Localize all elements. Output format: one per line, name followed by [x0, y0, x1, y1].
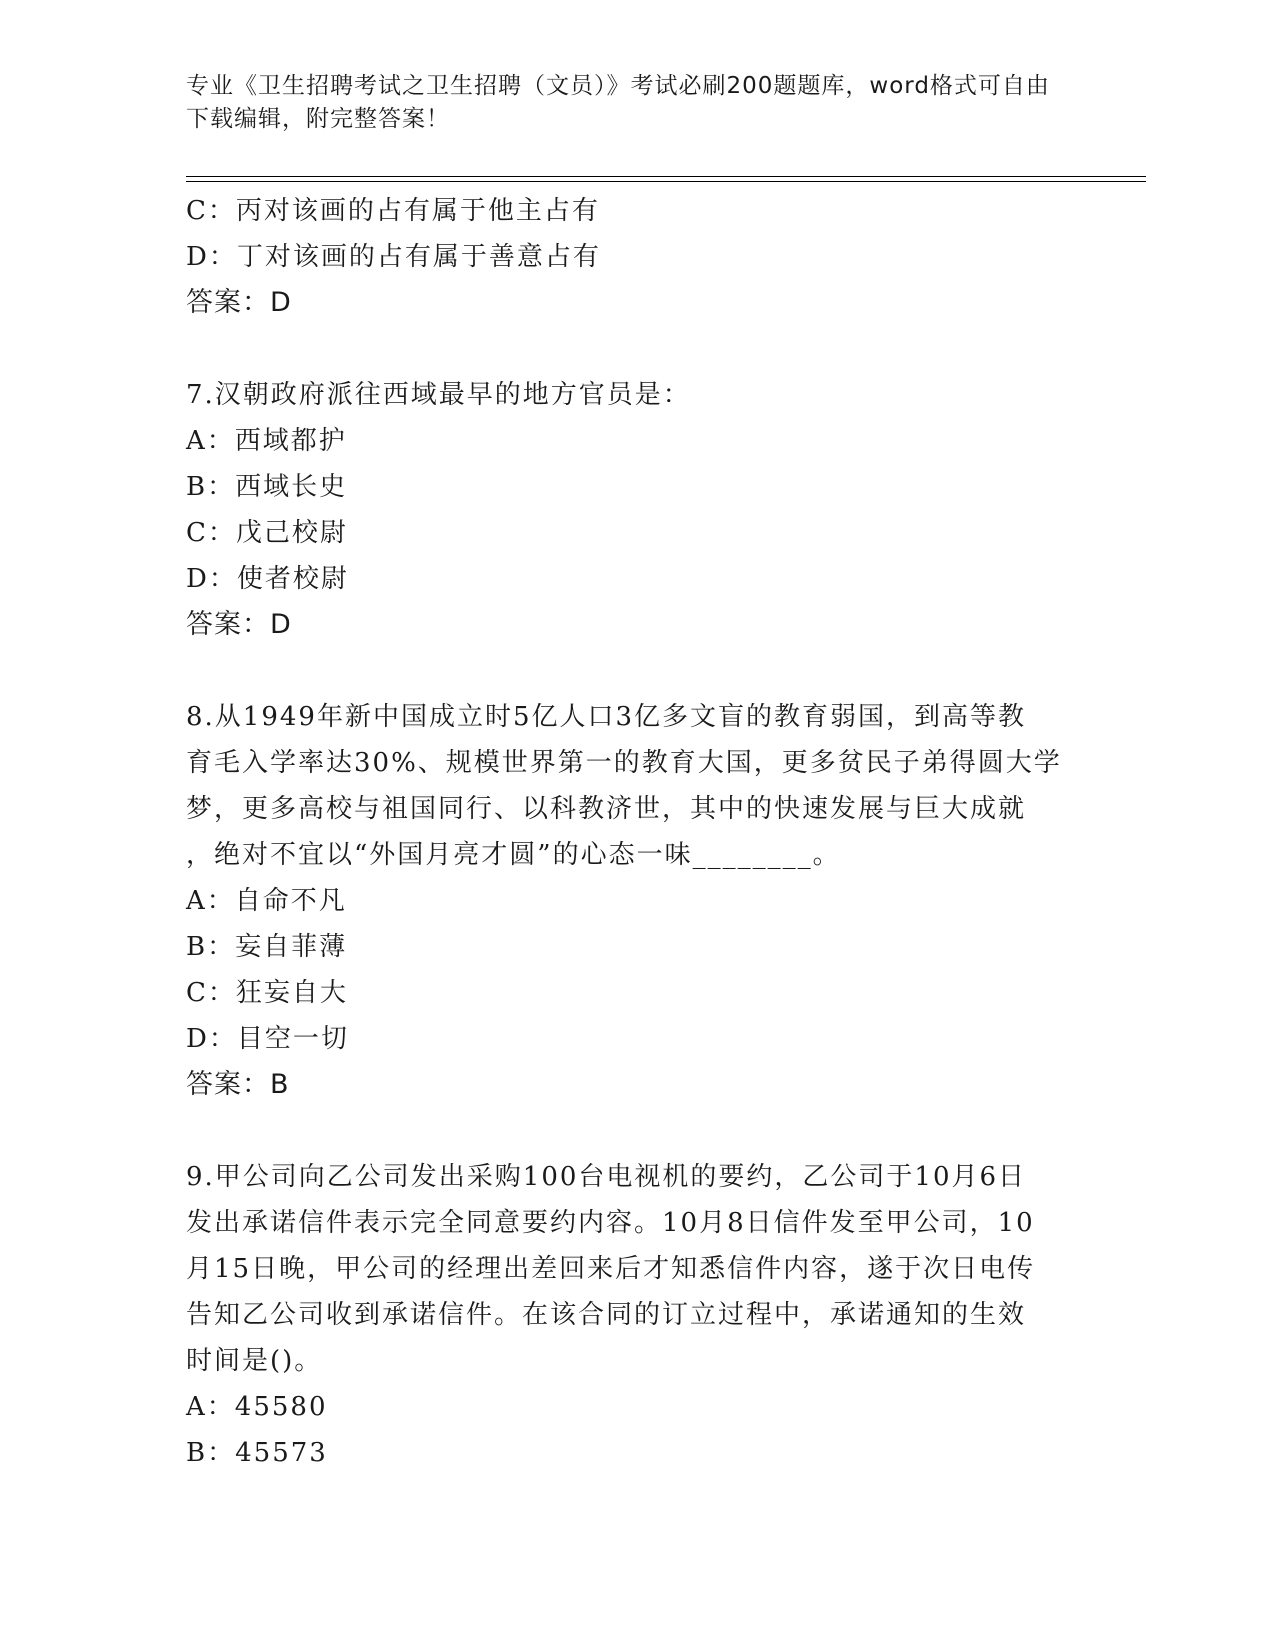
option-d: D：使者校尉: [186, 564, 349, 594]
question-text-line: 告知乙公司收到承诺信件。在该合同的订立过程中，承诺通知的生效: [186, 1300, 1027, 1330]
header-rule-bottom: [186, 181, 1146, 182]
header-title: 专业《卫生招聘考试之卫生招聘（文员）》考试必刷200题题库，word格式可自由下载编辑，附完整答案！: [186, 73, 1050, 132]
option-b: B：45573: [186, 1438, 328, 1468]
question-text-line: 9.甲公司向乙公司发出采购100台电视机的要约，乙公司于10月6日: [186, 1162, 1027, 1192]
question-text-line: 发出承诺信件表示完全同意要约内容。10月8日信件发至甲公司，10: [186, 1208, 1035, 1238]
question-text-line: 月15日晚，甲公司的经理出差回来后才知悉信件内容，遂于次日电传: [186, 1254, 1036, 1284]
question-text-line: 梦，更多高校与祖国同行、以科教济世，其中的快速发展与巨大成就: [186, 794, 1027, 824]
option-a: A：45580: [186, 1392, 328, 1422]
document-header: [186, 70, 1066, 136]
option-d: D：丁对该画的占有属于善意占有: [186, 242, 601, 272]
option-c: C：狂妄自大: [186, 978, 348, 1008]
option-c: C：戊己校尉: [186, 518, 348, 548]
option-a: A：西域都护: [186, 426, 347, 456]
question-content: [186, 188, 1086, 1476]
question-text: 7.汉朝政府派往西域最早的地方官员是：: [186, 380, 691, 410]
spacer: [186, 648, 1086, 694]
question-text-line: ，绝对不宜以“外国月亮才圆”的心态一味________。: [186, 840, 841, 870]
spacer: [186, 1108, 1086, 1154]
answer-line: 答案：B: [186, 1069, 290, 1100]
spacer: [186, 326, 1086, 372]
question-9: [186, 1154, 1086, 1476]
option-b: B：妄自菲薄: [186, 932, 348, 962]
option-c: C：丙对该画的占有属于他主占有: [186, 196, 600, 226]
header-rule-top: [186, 176, 1146, 177]
question-text-line: 8.从1949年新中国成立时5亿人口3亿多文盲的教育弱国，到高等教: [186, 702, 1027, 732]
question-8: [186, 694, 1086, 1108]
question-text-line: 育毛入学率达30%、规模世界第一的教育大国，更多贫民子弟得圆大学: [186, 748, 1062, 778]
option-d: D：目空一切: [186, 1024, 349, 1054]
answer-line: 答案：D: [186, 287, 292, 318]
question-7: [186, 372, 1086, 648]
answer-line: 答案：D: [186, 609, 292, 640]
option-b: B：西域长史: [186, 472, 348, 502]
question-text-line: 时间是()。: [186, 1346, 323, 1376]
question-6-continued: [186, 188, 1086, 326]
option-a: A：自命不凡: [186, 886, 347, 916]
